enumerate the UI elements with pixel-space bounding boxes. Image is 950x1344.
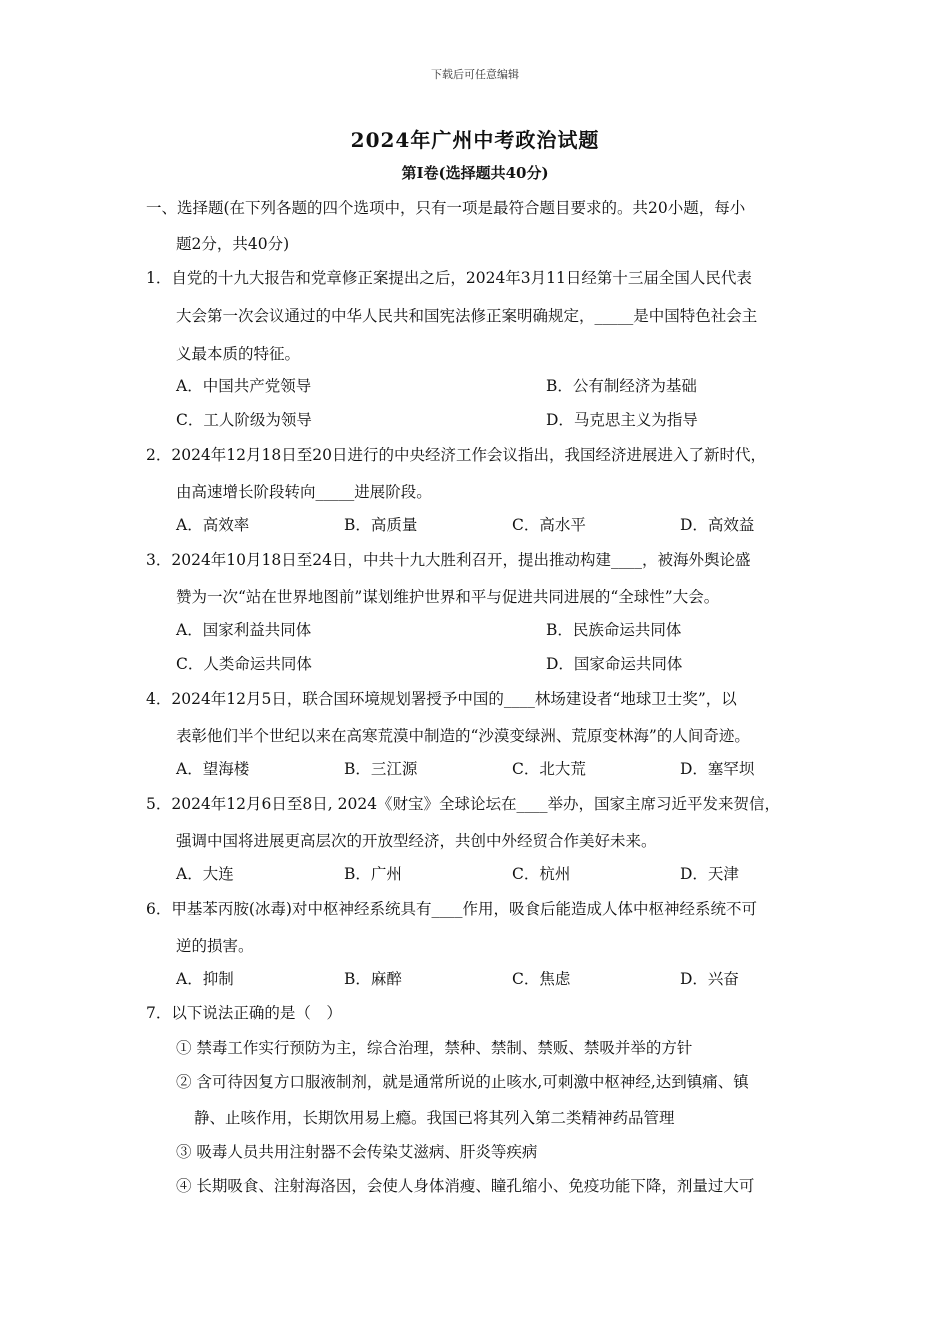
- question-3-option-a: A．国家利益共同体: [176, 621, 312, 639]
- question-6-option-a: A．抑制: [176, 970, 234, 988]
- question-5-text: 强调中国将进展更高层次的开放型经济，共创中外经贸合作美好未来。: [176, 832, 657, 850]
- question-1-option-b: B．公有制经济为基础: [546, 377, 697, 395]
- question-6-text: 逆的损害。: [176, 937, 254, 955]
- page-title: 2024年广州中考政治试题: [350, 128, 600, 152]
- question-4-option-b: B．三江源: [344, 760, 418, 778]
- question-2-option-c: C．高水平: [512, 516, 586, 534]
- question-2-option-b: B．高质量: [344, 516, 418, 534]
- question-5-option-d: D．天津: [680, 865, 739, 883]
- question-2-option-a: A．高效率: [176, 516, 250, 534]
- question-3-option-b: B．民族命运共同体: [546, 621, 682, 639]
- question-3-option-c: C．人类命运共同体: [176, 655, 312, 673]
- section-instruction-line: 题2分，共40分): [176, 235, 290, 253]
- question-1-text: 1．自党的十九大报告和党章修正案提出之后，2024年3月11日经第十三届全国人民代表: [146, 269, 752, 287]
- question-1-option-c: C．工人阶级为领导: [176, 411, 312, 429]
- question-6-text: 6．甲基苯丙胺(冰毒)对中枢神经系统具有____作用，吸食后能造成人体中枢神经系统不可: [146, 900, 757, 918]
- question-2-option-d: D．高效益: [680, 516, 755, 534]
- question-2-text: 由高速增长阶段转向_____进展阶段。: [176, 483, 432, 501]
- question-5-text: 5．2024年12月6日至8日, 2024《财宝》全球论坛在____举办，国家主席习近平发来贺信，: [146, 795, 781, 813]
- question-4-option-a: A．望海楼: [176, 760, 250, 778]
- question-1-text: 义最本质的特征。: [176, 345, 301, 363]
- question-3-option-d: D．国家命运共同体: [546, 655, 683, 673]
- header-note: 下载后可任意编辑: [431, 68, 519, 81]
- question-3-text: 赞为一次“站在世界地图前”谋划维护世界和平与促进共同进展的“全球性”大会。: [176, 588, 720, 606]
- question-7-statement: ② 含可待因复方口服液制剂，就是通常所说的止咳水,可刺激中枢神经,达到镇痛、镇: [176, 1073, 749, 1091]
- question-4-text: 4．2024年12月5日，联合国环境规划署授予中国的____林场建设者“地球卫士奖”，以: [146, 690, 737, 708]
- question-3-text: 3．2024年10月18日至24日，中共十九大胜利召开，提出推动构建____，被海外舆论盛: [146, 551, 751, 569]
- section-subtitle: 第I卷(选择题共40分): [401, 164, 549, 182]
- question-7-statement: ③ 吸毒人员共用注射器不会传染艾滋病、肝炎等疾病: [176, 1143, 538, 1161]
- question-4-option-c: C．北大荒: [512, 760, 586, 778]
- question-4-text: 表彰他们半个世纪以来在高寒荒漠中制造的“沙漠变绿洲、荒原变林海”的人间奇迹。: [176, 727, 750, 745]
- question-5-option-a: A．大连: [176, 865, 234, 883]
- question-5-option-b: B．广州: [344, 865, 402, 883]
- question-6-option-b: B．麻醉: [344, 970, 402, 988]
- question-1-text: 大会第一次会议通过的中华人民共和国宪法修正案明确规定，_____是中国特色社会主: [176, 307, 758, 325]
- question-6-option-c: C．焦虑: [512, 970, 571, 988]
- question-5-option-c: C．杭州: [512, 865, 571, 883]
- question-7-statement: ① 禁毒工作实行预防为主，综合治理，禁种、禁制、禁贩、禁吸并举的方针: [176, 1039, 693, 1057]
- section-instruction-line: 一、选择题(在下列各题的四个选项中，只有一项是最符合题目要求的。共20小题，每小: [146, 199, 746, 217]
- question-4-option-d: D．塞罕坝: [680, 760, 755, 778]
- question-7-statement-continued: 静、止咳作用，长期饮用易上瘾。我国已将其列入第二类精神药品管理: [194, 1109, 675, 1127]
- question-7-text: 7．以下说法正确的是（ ）: [146, 1004, 342, 1022]
- question-1-option-d: D．马克思主义为指导: [546, 411, 698, 429]
- question-7-statement: ④ 长期吸食、注射海洛因，会使人身体消瘦、瞳孔缩小、免疫功能下降，剂量过大可: [176, 1177, 755, 1195]
- question-1-option-a: A．中国共产党领导: [176, 377, 312, 395]
- question-2-text: 2．2024年12月18日至20日进行的中央经济工作会议指出，我国经济进展进入了新时代，: [146, 446, 766, 464]
- question-6-option-d: D．兴奋: [680, 970, 739, 988]
